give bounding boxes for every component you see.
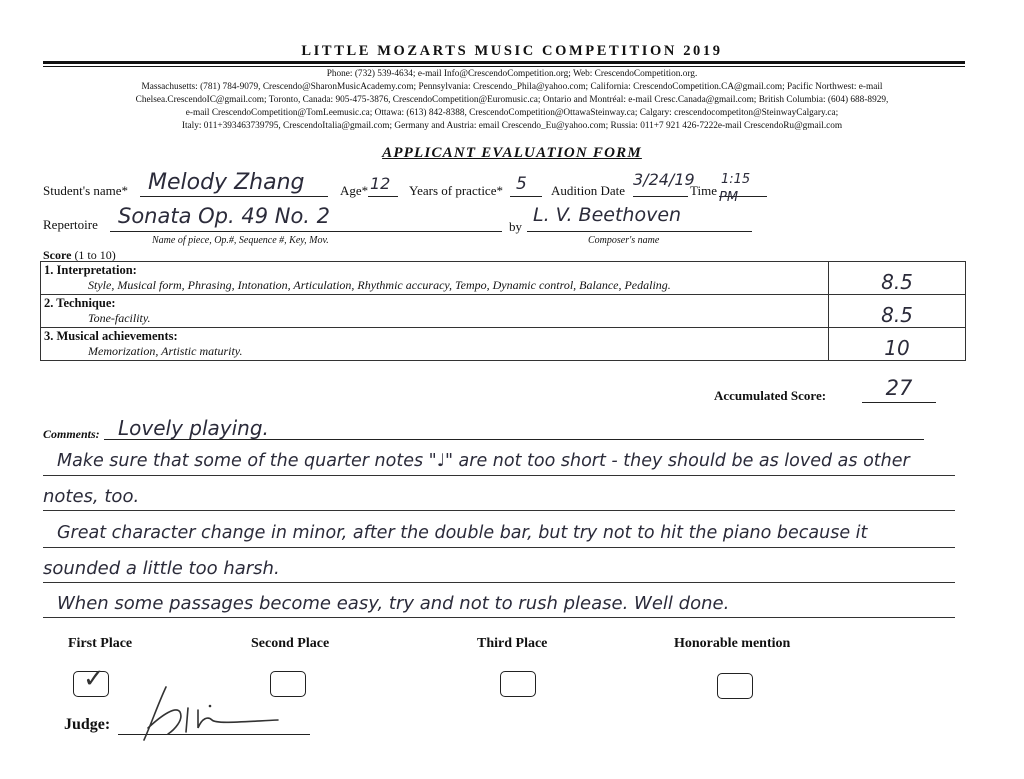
repertoire-label: Repertoire: [43, 217, 98, 232]
repertoire-value: Sonata Op. 49 No. 2: [118, 204, 331, 228]
student-name-field: [140, 170, 328, 197]
honorable-mention-label: Honorable mention: [674, 636, 791, 651]
age-label: Age*: [340, 183, 369, 198]
composer-hint: Composer's name: [588, 235, 660, 246]
score-label: Score: [43, 248, 72, 262]
by-label: by: [509, 219, 522, 234]
table-row: [41, 262, 966, 295]
piece-hint: Name of piece, Op.#, Sequence #, Key, Mov.: [152, 235, 329, 246]
comment-line-1: [104, 416, 924, 440]
audition-date-field: [633, 170, 695, 197]
time-field: [719, 170, 767, 205]
criterion-desc: Memorization, Artistic maturity.: [88, 344, 243, 358]
judge-label: Judge:: [64, 716, 111, 733]
score-cell: [829, 262, 966, 295]
audition-date-label: Audition Date: [551, 183, 626, 198]
accumulated-score-label: Accumulated Score:: [714, 388, 827, 403]
comment-line-3: [43, 486, 955, 511]
header-rule-thick: [43, 61, 965, 64]
criterion-cell: [41, 328, 829, 361]
header-rule-thin: [43, 66, 965, 67]
criterion-cell: [41, 262, 829, 295]
student-name-value: Melody Zhang: [148, 170, 305, 195]
criterion-cell: [41, 295, 829, 328]
honorable-mention-checkbox[interactable]: [717, 673, 753, 699]
age-value: 12: [370, 174, 391, 193]
comment-line-5: [43, 558, 955, 583]
checkmark-icon: ✓: [83, 664, 105, 693]
comment-line-6: [43, 593, 955, 618]
score-value: 8.5: [881, 270, 913, 294]
student-name-label: Student's name*: [43, 183, 129, 198]
first-place-label: First Place: [68, 636, 133, 651]
first-place-checkbox[interactable]: [73, 664, 109, 697]
score-value: 10: [884, 336, 910, 360]
comment-text: Great character change in minor, after the double bar, but try not to hit the piano because it: [57, 523, 868, 543]
competition-title: LITTLE MOZARTS MUSIC COMPETITION 2019: [301, 43, 723, 59]
criterion-title: 1. Interpretation:: [44, 263, 137, 277]
audition-date-value: 3/24/19: [633, 170, 695, 189]
second-place-label: Second Place: [251, 636, 330, 651]
score-cell: [829, 295, 966, 328]
years-practice-field: [510, 174, 542, 197]
criterion-title: 2. Technique:: [44, 296, 116, 310]
contact-line-2: Massachusetts: (781) 784-9079, Crescendo@SharonMusicAcademy.com; Pennsylvania: Crescendo_Phila@yahoo.com; California: CrescendoCompetition.CA@gmail.com; Pacific Northwest: e-mail: [141, 82, 883, 92]
comment-text: Make sure that some of the quarter notes "♩" are not too short - they should be as loved as other: [57, 451, 910, 471]
score-value: 8.5: [881, 303, 913, 327]
years-practice-value: 5: [516, 174, 527, 194]
years-practice-label: Years of practice*: [409, 183, 503, 198]
age-field: [368, 174, 398, 197]
judge-signature-icon: [128, 684, 288, 744]
contact-line-1: Phone: (732) 539-4634; e-mail Info@CrescendoCompetition.org; Web: CrescendoCompetition.org.: [326, 69, 698, 79]
comment-line-4: [43, 523, 955, 548]
score-table: [40, 261, 966, 361]
comment-text: Lovely playing.: [118, 416, 269, 440]
criterion-desc: Tone-facility.: [88, 311, 151, 325]
contact-line-4: e-mail CrescendoCompetition@TomLeemusic.ca; Ottawa: (613) 842-8388, CrescendoCompetition@OttawaSteinway.ca; Calgary: crescendocompetiton@SteinwayCalgary.ca;: [185, 108, 839, 118]
comment-text: notes, too.: [43, 486, 140, 507]
score-range: (1 to 10): [74, 248, 116, 262]
table-row: [41, 328, 966, 361]
contact-line-5: Italy: 011+393463739795, CrescendoItalia@gmail.com; Germany and Austria: email Crescendo_Eu@yahoo.com; Russia: 011+7 921 426-7222e-mail CrescendoRu@gmail.com: [181, 121, 843, 131]
accumulated-score-field: [862, 376, 936, 403]
accumulated-score-value: 27: [885, 376, 913, 400]
comment-text: When some passages become easy, try and not to rush please. Well done.: [57, 593, 730, 614]
composer-value: L. V. Beethoven: [533, 204, 682, 226]
repertoire-field: [110, 204, 502, 232]
form-title: APPLICANT EVALUATION FORM: [382, 145, 642, 161]
comment-text: sounded a little too harsh.: [43, 558, 280, 579]
contact-line-3: Chelsea.CrescendoIC@gmail.com; Toronto, Canada: 905-475-3876, CrescendoCompetition@Euromusic.ca; Ontario and Montréal: e-mail Cresc.Canada@gmail.com; British Columbia: (604) 688-8929,: [135, 95, 889, 105]
time-value: 1:15 PM: [719, 172, 751, 205]
score-cell: [829, 328, 966, 361]
table-row: [41, 295, 966, 328]
third-place-checkbox[interactable]: [500, 671, 536, 697]
comment-line-2: [43, 451, 955, 476]
composer-field: [527, 204, 752, 232]
criterion-desc: Style, Musical form, Phrasing, Intonation, Articulation, Rhythmic accuracy, Tempo, Dynamic control, Balance, Pedaling.: [88, 278, 671, 292]
comments-label: Comments:: [43, 427, 100, 441]
criterion-title: 3. Musical achievements:: [44, 329, 178, 343]
third-place-label: Third Place: [477, 636, 548, 651]
time-label: Time: [690, 183, 717, 198]
